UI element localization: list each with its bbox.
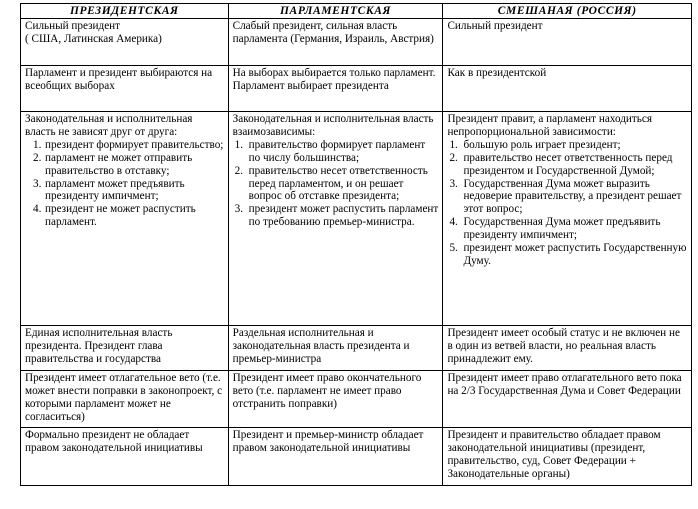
cell-mixed xyxy=(443,326,692,371)
cell-parliamentary xyxy=(228,326,443,371)
cell-presidential xyxy=(21,112,229,326)
list-item: 3. президент может распустить парламент по требованию премьер-министра. xyxy=(234,203,439,229)
cell-text: Президент имеет право окончательного вето (т.е. парламент не имеет право отстранить поправки) xyxy=(232,372,422,410)
cell-parliamentary xyxy=(228,428,443,486)
cell-text: Президент и премьер-министр обладает правом законодательной инициативы xyxy=(232,429,424,454)
table-row xyxy=(21,66,692,112)
cell-text: ( США, Латинская Америка) xyxy=(25,32,162,45)
cell-text: Формально президент не обладает правом законодательной инициативы xyxy=(25,429,203,454)
list-item: 1. президент формирует правительство; xyxy=(33,138,224,151)
cell-presidential xyxy=(21,19,229,66)
cell-text: Сильный президент xyxy=(447,20,543,32)
header-mixed: СМЕШАНАЯ (РОССИЯ) xyxy=(443,4,692,19)
cell-text: Президент имеет особый статус и не включен не в один из ветвей власти, но реальная власть принадлежит ему. xyxy=(447,327,680,365)
list-item: 1. правительство формирует парламент по числу большинства; xyxy=(234,138,426,164)
cell-presidential xyxy=(21,371,229,428)
list-item: 3. парламент может предъявить президенту импичмент; xyxy=(33,177,185,203)
cell-text: Парламент и президент выбираются на всеобщих выборах xyxy=(25,67,213,92)
cell-text: Президент имеет отлагательное вето (т.е. может внести поправки в законопроект, с которыми парламент может не согласиться) xyxy=(25,372,223,423)
list-item: 2. правительство несет ответственность перед парламентом, и он решает вопрос об отставке президента; xyxy=(234,164,428,203)
table-row xyxy=(21,428,692,486)
list-item: 5. президент может распустить Государственную Думу. xyxy=(449,242,687,267)
cell-mixed xyxy=(443,428,692,486)
list-item: 2. парламент не может отправить правительство в отставку; xyxy=(33,151,193,177)
cell-mixed xyxy=(443,371,692,428)
cell-presidential xyxy=(21,326,229,371)
cell-text: Сильный президент xyxy=(25,20,121,32)
cell-text: Как в президентской xyxy=(447,67,547,79)
table-row xyxy=(21,112,692,326)
cell-intro: Законодательная и исполнительная власть не зависят друг от друга: xyxy=(25,113,193,138)
cell-text: На выборах выбирается только парламент. Парламент выбирает президента xyxy=(232,67,436,92)
numbered-list xyxy=(25,139,224,229)
header-row xyxy=(21,4,692,19)
cell-text: Единая исполнительная власть президента. Президент глава правительства и государства xyxy=(25,327,173,365)
list-item: 1. большую роль играет президент; xyxy=(449,138,621,151)
cell-text: Раздельная исполнительная и законодательная власть президента и премьер-министра xyxy=(232,327,410,365)
numbered-list xyxy=(447,139,687,268)
list-item: 3. Государственная Дума может выразить недоверие правительству, а президент решает этот вопрос; xyxy=(449,177,682,216)
cell-parliamentary xyxy=(228,371,443,428)
cell-text: Президент имеет право отлагательного вето пока на 2/3 Государственная Дума и Совет Федерации xyxy=(447,372,682,397)
list-item: 2. правительство несет ответственность перед президентом и Государственной Думой; xyxy=(449,151,673,177)
numbered-list xyxy=(233,139,439,229)
cell-text: Президент и правительство обладает правом законодательной инициативы (президент, правительство, суд, Совет Федерации + Законодательные органы) xyxy=(447,429,661,480)
cell-parliamentary xyxy=(228,19,443,66)
table-row xyxy=(21,19,692,66)
cell-mixed xyxy=(443,112,692,326)
cell-mixed xyxy=(443,19,692,66)
cell-parliamentary xyxy=(228,112,443,326)
cell-intro: Законодательная и исполнительная власть взаимозависимы: xyxy=(232,113,434,138)
cell-mixed xyxy=(443,66,692,112)
cell-text: Слабый президент, сильная власть парламента (Германия, Израиль, Австрия) xyxy=(232,20,434,45)
cell-presidential xyxy=(21,66,229,112)
list-item: 4. президент не может распустить парламент. xyxy=(33,203,196,229)
cell-presidential xyxy=(21,428,229,486)
cell-intro: Президент правит, а парламент находиться непропорциональной зависимости: xyxy=(447,113,653,138)
cell-parliamentary xyxy=(228,66,443,112)
list-item: 4. Государственная Дума может предъявить президенту импичмент; xyxy=(449,216,661,242)
header-parliamentary: ПАРЛАМЕНТСКАЯ xyxy=(228,4,443,19)
header-presidential: ПРЕЗИДЕНТСКАЯ xyxy=(21,4,229,19)
table-row xyxy=(21,371,692,428)
table-row xyxy=(21,326,692,371)
comparison-table xyxy=(20,3,692,486)
